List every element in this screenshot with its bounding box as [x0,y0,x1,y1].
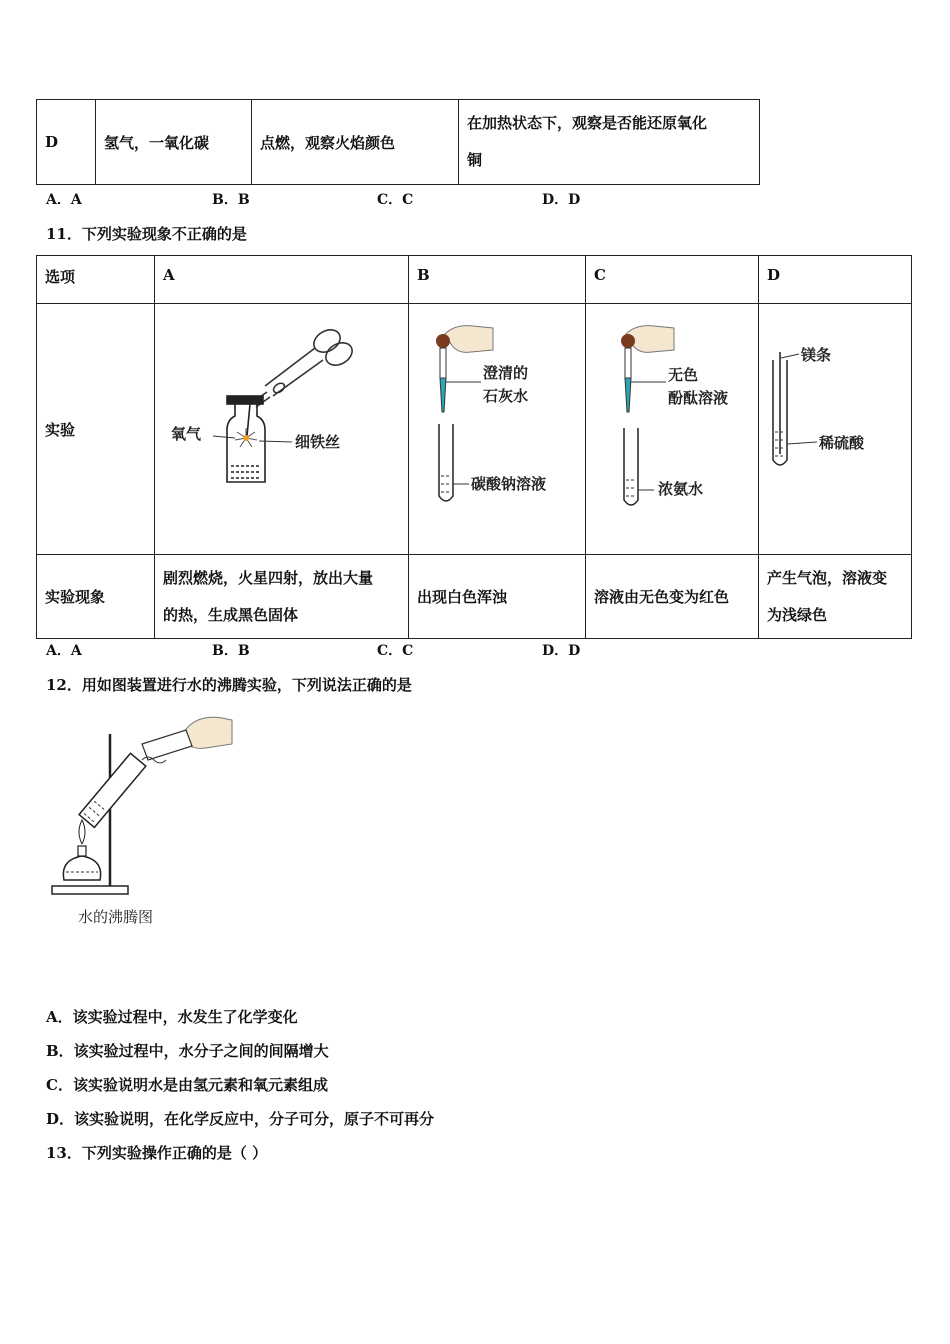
q11-phenomenon-a: 剧烈燃烧，火星四射，放出大量 的热，生成黑色固体 [155,555,409,639]
answer-c: C．C [377,192,414,208]
answer-b: B．B [212,192,250,208]
limewater-figure [409,304,585,550]
label-phenolphthalein: 酚酞溶液 [668,389,729,407]
label-dilute-sulfuric: 稀硫酸 [819,434,865,452]
label-iron-wire: 细铁丝 [295,433,341,451]
q11-stem: 11．下列实验现象不正确的是 [46,225,247,243]
label-magnesium: 镁条 [801,346,832,364]
q11-answer-c: C．C [377,643,414,659]
prev-cell-option: D [37,100,96,185]
label-clear: 澄清的 [483,364,529,382]
q12-option-d: D．该实验说明，在化学反应中，分子可分，原子不可再分 [46,1110,435,1128]
q11-answer-b: B．B [212,643,250,659]
q11-phenomenon-b: 出现白色浑浊 [409,555,586,639]
q11-table [36,255,912,639]
prev-cell-substances: 氢气，一氧化碳 [96,100,252,185]
q11-row-phenomenon-label: 实验现象 [37,555,155,639]
phenolphthalein-figure [586,304,758,550]
water-boiling-figure [46,708,246,938]
q13-stem: 13．下列实验操作正确的是（ ） [46,1144,268,1162]
figure-caption: 水的沸腾图 [78,908,154,926]
q11-phenomenon-d: 产生气泡，溶液变 为浅绿色 [759,555,912,639]
q11-phenomenon-c: 溶液由无色变为红色 [586,555,759,639]
q11-figure-c-cell [586,304,759,555]
prev-cell-method2 [459,100,760,185]
q11-header-d: D [759,256,912,304]
q11-answer-d: D．D [542,643,581,659]
prev-cell-method1: 点燃，观察火焰颜色 [252,100,459,185]
iron-wire-combustion-figure [155,304,407,550]
label-oxygen: 氧气 [171,425,202,443]
prev-cell-method2-line1: 在加热状态下，观察是否能还原氧化 [467,114,708,132]
label-sodium-carbonate: 碳酸钠溶液 [471,475,547,493]
answer-a: A．A [46,192,82,208]
q11-header-option: 选项 [37,256,155,304]
label-limewater: 石灰水 [483,387,529,405]
prev-question-table [36,99,760,185]
q11-figure-d-cell [759,304,912,555]
q11-answer-a: A．A [46,643,82,659]
q11-header-a: A [155,256,409,304]
q11-figure-a-cell [155,304,409,555]
q12-option-c: C．该实验说明水是由氢元素和氧元素组成 [46,1076,328,1094]
q12-stem: 12．用如图装置进行水的沸腾实验，下列说法正确的是 [46,676,412,694]
q11-figure-b-cell [409,304,586,555]
q11-row-experiment-label: 实验 [37,304,155,555]
q11-header-c: C [586,256,759,304]
magnesium-acid-figure [759,304,911,550]
label-ammonia: 浓氨水 [658,480,704,498]
label-colorless: 无色 [668,366,699,384]
q11-header-b: B [409,256,586,304]
answer-d: D．D [542,192,581,208]
q12-option-a: A．该实验过程中，水发生了化学变化 [46,1008,298,1026]
prev-cell-method2-line2: 铜 [467,151,483,169]
q12-option-b: B．该实验过程中，水分子之间的间隔增大 [46,1042,329,1060]
